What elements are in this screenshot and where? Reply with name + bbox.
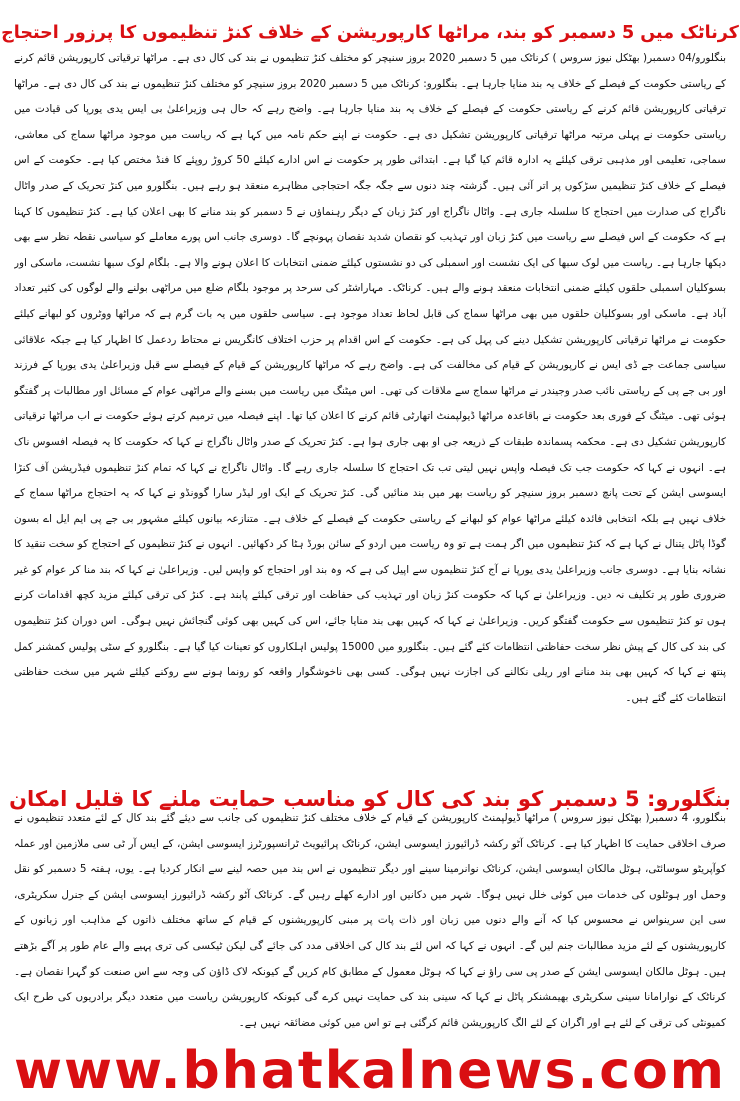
second-headline: بنگلورو: 5 دسمبر کو بند کی کال کو مناسب حمایت ملنے کا قلیل امکان — [9, 787, 731, 812]
main-article-body: بنگلورو/04 دسمبر( بھٹکل نیوز سروس ) کرناٹک میں 5 دسمبر 2020 بروز سنیچر کو مختلف کنڑ تنظیموں نے بند کی کال دی ہے۔ مراٹھا ترقیاتی کارپوریشن قائم کرنے کے ریاستی حکومت کے فیصلے کے خلاف یہ بند منایا جارہا ہے۔ بنگلورو: کرناٹک میں 5 دسمبر 2020 بروز سنیچر کو مختلف کنڑ تنظیموں نے بند کی کال دی ہے۔ مراٹھا ترقیاتی کارپوریشن قائم کرنے کے ریاستی حکومت کے فیصلے کے خلاف یہ بند منایا جارہا ہے۔ واضح رہے کہ حال ہی وزیراعلیٰ بی ایس یدی یورپا کی قیادت میں ریاستی حکومت نے پہلی مرتبہ مراٹھا ترقیاتی کارپوریشن تشکیل دی ہے۔ حکومت نے اپنے حکم نامہ میں کہا ہے کہ ریاست میں موجود مراٹھا سماج کی معاشی، سماجی، تعلیمی اور مذہبی ترقی کیلئے یہ ادارہ قائم کیا گیا ہے۔ ابتدائی طور پر حکومت نے اس ادارے کیلئے 50 کروڑ روپئے کا فنڈ مختص کیا ہے۔ حکومت کے اس فیصلے کے خلاف کنڑ تنظیمیں سڑکوں پر اتر آئی ہیں۔ گزشتہ چند دنوں سے جگہ جگہ احتجاجی مظاہرے منعقد ہو رہے ہیں۔ بنگلورو میں کنڑ تحریک کے صدر واٹال ناگراج کی صدارت میں احتجاج کا سلسلہ جاری ہے۔ واٹال ناگراج اور کنڑ زبان کے دیگر رہنماؤں نے 5 دسمبر کو بند منانے کا بھی اعلان کیا ہے۔ کنڑ تنظیموں کا کہنا ہے کہ حکومت کے اس فیصلے سے ریاست میں کنڑ زبان اور تہذیب کو نقصان شدید نقصان پہونچے گا۔ دوسری جانب اس پورے معاملے کو سیاسی نقطہ نظر سے بھی دیکھا جارہا ہے۔ ریاست میں لوک سبھا کی ایک نشست اور اسمبلی کی دو نشستوں کیلئے ضمنی انتخابات کا اعلان ہونے والا ہے۔ بلگام لوک سبھا نشست، ماسکی اور بسوکلیان اسمبلی حلقوں کیلئے ضمنی انتخابات منعقد ہونے والے ہیں۔ کرناٹک۔ مہاراشٹر کی سرحد پر موجود بلگام ضلع میں مراٹھی بولنے والے لوگوں کی کثیر تعداد آباد ہے۔ ماسکی اور بسوکلیان حلقوں میں بھی مراٹھا سماج کی قابل لحاظ تعداد موجود ہے۔ سیاسی حلقوں میں یہ بات گرم ہے کہ مراٹھا ووٹروں کو لبھانے کیلئے حکومت نے مراٹھا ترقیاتی کارپوریشن تشکیل دینے کی پہل کی ہے۔ حکومت کے اس اقدام پر حزب اختلاف کانگریس نے محتاط ردعمل کا اظہار کیا ہے جبکہ علاقائی سیاسی جماعت جے ڈی ایس نے کارپوریشن کے قیام کی مخالفت کی ہے۔ واضح رہے کہ مراٹھا کارپوریشن کے قیام کے فیصلے سے قبل وزیراعلیٰ یدی یورپا کے فرزند اور بی جے پی کے ریاستی نائب صدر وجیندر نے مراٹھا سماج سے ملاقات کی تھی۔ اس میٹنگ میں ریاست میں بسنے والے مراٹھی عوام کے مسائل اور مطالبات پر گفتگو ہوئی تھی۔ میٹنگ کے فوری بعد حکومت نے باقاعدہ مراٹھا ڈیولپمنٹ اتھارٹی قائم کرنے کا اعلان کیا تھا۔ اپنے فیصلہ میں ترمیم کرتے ہوئے حکومت نے اب مراٹھا ترقیاتی کارپوریشن تشکیل دی ہے۔ محکمہ پسماندہ طبقات کے ذریعہ جی او بھی جاری ہوا ہے۔ کنڑ تحریک کے صدر واٹال ناگراج نے کہا کہ حکومت کا یہ فیصلہ افسوس ناک ہے۔ انہوں نے کہا کہ حکومت جب تک فیصلہ واپس نہیں لیتی تب تک احتجاج کا سلسلہ جاری رہے گا۔ واٹال ناگراج نے کہا کہ تمام کنڑ تنظیموں فیڈریشن آف کنڑا ایسوسی ایشن کے تحت پانچ دسمبر بروز سنیچر کو ریاست بھر میں بند منائیں گی۔ کنڑ تحریک کے ایک اور لیڈر سارا گوونڈو نے کہا کہ یہ احتجاج مراٹھا سماج کے خلاف نہیں ہے بلکہ انتخابی فائدہ کیلئے مراٹھا عوام کو لبھانے کے ریاستی حکومت کے فیصلے کے خلاف ہے۔ متنازعہ بیانوں کیلئے مشہور بی جے پی ایم ایل اے بسون گوڈا پاٹل یتنال نے کہا ہے کہ کنڑ تنظیموں میں اگر ہمت ہے تو وہ ریاست میں اردو کے سائن بورڈ ہٹا کر دکھائیں۔ انہوں نے کنڑ تنظیموں کے احتجاج کو سخت تنقید کا نشانہ بنایا ہے۔ دوسری جانب وزیراعلیٰ یدی یورپا نے آج کنڑ تنظیموں سے اپیل کی ہے کہ وہ بند اور احتجاج کو واپس لیں۔ وزیراعلیٰ نے کہا کہ بند منا کر عوام کو غیر ضروری طور پر تکلیف نہ دیں۔ وزیراعلیٰ نے کہا کہ حکومت کنڑ زبان اور تہذیب کی حفاظت اور ترقی کیلئے پابند ہے۔ کنڑ کی ترقی کیلئے مزید کچھ اقدامات کرنے ہوں تو کنڑ تنظیموں سے حکومت گفتگو کریں۔ وزیراعلیٰ نے کہا کہ کہیں بھی بند منایا جائے، اس کی کہیں بھی کوئی گنجائش نہیں ہوگی۔ اس دوران کنڑ تنظیموں کی بند کی کال کے پیش نظر سخت حفاظتی انتظامات کئے گئے ہیں۔ بنگلورو میں 15000 پولیس اہلکاروں کو تعینات کیا گیا ہے۔ بنگلورو کے سٹی پولیس کمشنر کمل پنتھ نے کہا کہ کہیں بھی بند منانے اور ریلی نکالنے کی اجازت نہیں ہوگی۔ کسی بھی ناخوشگوار واقعہ کو رونما ہونے سے روکنے کیلئے شہر میں سخت حفاظتی انتظامات کئے گئے ہیں۔ — [14, 52, 726, 704]
second-article-body: بنگلورو، 4 دسمبر( بھٹکل نیوز سروس ) مراٹھا ڈیولپمنٹ کارپوریشن کے قیام کے خلاف مختلف کنڑ تنظیموں کی جانب سے دیئے گئے بند کال کے لئے متعدد تنظیموں نے صرف اخلاقی حمایت کا اظہار کیا ہے۔ کرناٹک آٹو رکشہ ڈرائیورز ایسوسی ایشن، کرناٹک پرائیویٹ ٹرانسپورٹرز ایسوسی ایشن، کے ایس آر ٹی سی ملازمین اور عملہ کوآپریٹو سوسائٹی، ہوٹل مالکان ایسوسی ایشن، کرناٹک نوانرمینا سینے اور دیگر تنظیموں نے اس بند میں حصہ لینے سے انکار کردیا ہے۔ یوں، ہفتہ 5 دسمبر کو نقل وحمل اور ہوٹلوں کی خدمات میں کوئی خلل نہیں ہوگا۔ شہر میں دکانیں اور ادارے کھلے رہیں گے۔ کرناٹک آٹو رکشہ ڈرائیورز ایسوسی ایشن کے جنرل سکریٹری، سی این سرینواس نے محسوس کیا کہ آنے والے دنوں میں زبان اور ذات پات پر مبنی کارپوریشنوں کے قیام کے ساتھ مختلف ذاتوں کے مذاہب اور زبانوں کے کارپوریشنوں کے لئے مزید مطالبات جنم لیں گے۔ انہوں نے کہا کہ اس لئے بند کال کی اخلاقی مدد کی جائے گی لیکن ٹیکسی کی تری پہیے والے عام طور پر آگے بڑھتے ہیں۔ ہوٹل مالکان ایسوسی ایشن کے صدر پی سی راؤ نے کہا کہ ہوٹل معمول کے مطابق کام کریں گے کیونکہ لاک ڈاؤن کی وجہ سے اس صنعت کو گہرا نقصان ہے۔ کرناٹک کے نوارامانا سینی سکریٹری بھیمشنکر پاٹل نے کہا کہ سینی بند کی حمایت نہیں کرے گی کیونکہ کارپوریشن ریاست میں متعدد دیگر برادریوں کی طرح ایک کمیونٹی کی ترقی کے لئے ہے اور اگران کے لئے الگ کارپوریشن قائم کرگئی ہے تو اس میں کوئی مضائقہ نہیں ہے۔ — [14, 812, 726, 1029]
main-headline: کرناٹک میں 5 دسمبر کو بند، مراٹھا کارپوریشن کے خلاف کنڑ تنظیموں کا پرزور احتجاج — [1, 22, 739, 43]
site-watermark: www.bhatkalnews.com — [14, 1041, 726, 1101]
